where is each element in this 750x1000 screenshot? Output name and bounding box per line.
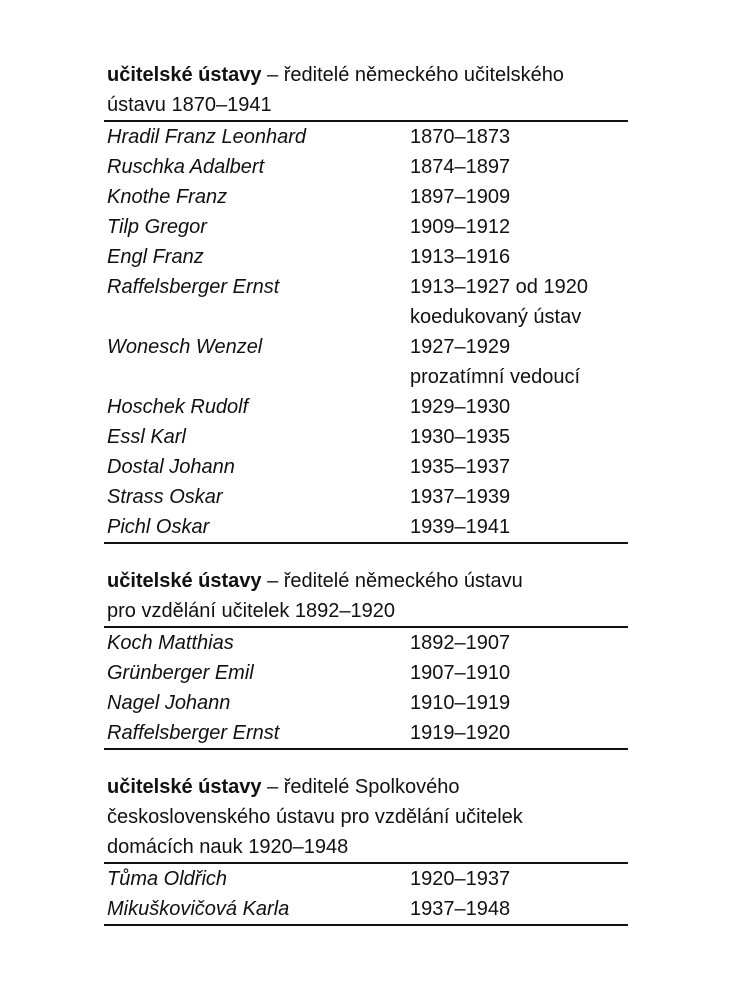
table-row (104, 242, 628, 272)
director-name: Knothe Franz (107, 186, 228, 208)
heading-line (107, 772, 628, 802)
term-years: 1910–1919 (410, 692, 511, 714)
heading-text: – ředitelé německého učitelského (261, 64, 564, 86)
directors-table (104, 864, 628, 926)
table-row (104, 482, 628, 512)
table-row (104, 688, 628, 718)
director-name: Dostal Johann (107, 456, 235, 478)
term-years: 1913–1927 od 1920 koedukovaný ústav (410, 276, 588, 328)
section-german-teachers-institute (104, 60, 628, 544)
term-years: 1929–1930 (410, 396, 511, 418)
section-heading (104, 60, 628, 122)
table-row (104, 512, 628, 542)
table-row (104, 718, 628, 748)
director-name: Engl Franz (107, 246, 204, 268)
table-row (104, 122, 628, 152)
heading-line: ústavu 1870–1941 (107, 94, 272, 116)
director-name: Koch Matthias (107, 632, 234, 654)
term-years: 1919–1920 (410, 722, 511, 744)
section-heading (104, 566, 628, 628)
heading-bold-term: učitelské ústavy (107, 64, 262, 86)
term-years: 1939–1941 (410, 516, 511, 538)
section-german-female-teachers-institute (104, 566, 628, 750)
term-years: 1874–1897 (410, 156, 511, 178)
table-row (104, 182, 628, 212)
term-years: 1909–1912 (410, 216, 511, 238)
term-years: 1935–1937 (410, 456, 511, 478)
term-years: 1913–1916 (410, 246, 511, 268)
heading-line: domácích nauk 1920–1948 (107, 836, 349, 858)
term-years: 1927–1929 prozatímní vedoucí (410, 336, 581, 388)
table-row (104, 422, 628, 452)
directors-table (104, 122, 628, 544)
director-name: Hradil Franz Leonhard (107, 126, 306, 148)
director-name: Mikuškovičová Karla (107, 898, 290, 920)
table-row (104, 272, 628, 332)
director-name: Ruschka Adalbert (107, 156, 265, 178)
table-row (104, 452, 628, 482)
table-row (104, 894, 628, 924)
section-heading (104, 772, 628, 864)
term-years: 1907–1910 (410, 662, 511, 684)
director-name: Strass Oskar (107, 486, 223, 508)
term-years: 1937–1939 (410, 486, 511, 508)
term-years: 1920–1937 (410, 868, 511, 890)
director-name: Tilp Gregor (107, 216, 207, 238)
director-name: Grünberger Emil (107, 662, 254, 684)
table-row (104, 332, 628, 392)
table-row (104, 628, 628, 658)
director-name: Essl Karl (107, 426, 186, 448)
term-years: 1897–1909 (410, 186, 511, 208)
heading-bold-term: učitelské ústavy (107, 776, 262, 798)
heading-text: – ředitelé německého ústavu (261, 570, 523, 592)
table-row (104, 864, 628, 894)
section-czechoslovak-domestic-science-institute (104, 772, 628, 926)
table-row (104, 152, 628, 182)
director-name: Hoschek Rudolf (107, 396, 249, 418)
heading-line (107, 566, 628, 596)
director-name: Nagel Johann (107, 692, 231, 714)
term-years: 1937–1948 (410, 898, 511, 920)
document-page (104, 60, 628, 948)
term-years: 1930–1935 (410, 426, 511, 448)
heading-bold-term: učitelské ústavy (107, 570, 262, 592)
heading-line: československého ústavu pro vzdělání učitelek (107, 806, 523, 828)
term-years: 1870–1873 (410, 126, 511, 148)
director-name: Tůma Oldřich (107, 868, 228, 890)
table-row (104, 212, 628, 242)
table-row (104, 658, 628, 688)
director-name: Raffelsberger Ernst (107, 722, 280, 744)
term-years: 1892–1907 (410, 632, 511, 654)
directors-table (104, 628, 628, 750)
heading-line: pro vzdělání učitelek 1892–1920 (107, 600, 395, 622)
heading-text: – ředitelé Spolkového (261, 776, 460, 798)
director-name: Raffelsberger Ernst (107, 276, 280, 298)
table-row (104, 392, 628, 422)
heading-line (107, 60, 628, 90)
director-name: Pichl Oskar (107, 516, 210, 538)
director-name: Wonesch Wenzel (107, 336, 263, 358)
